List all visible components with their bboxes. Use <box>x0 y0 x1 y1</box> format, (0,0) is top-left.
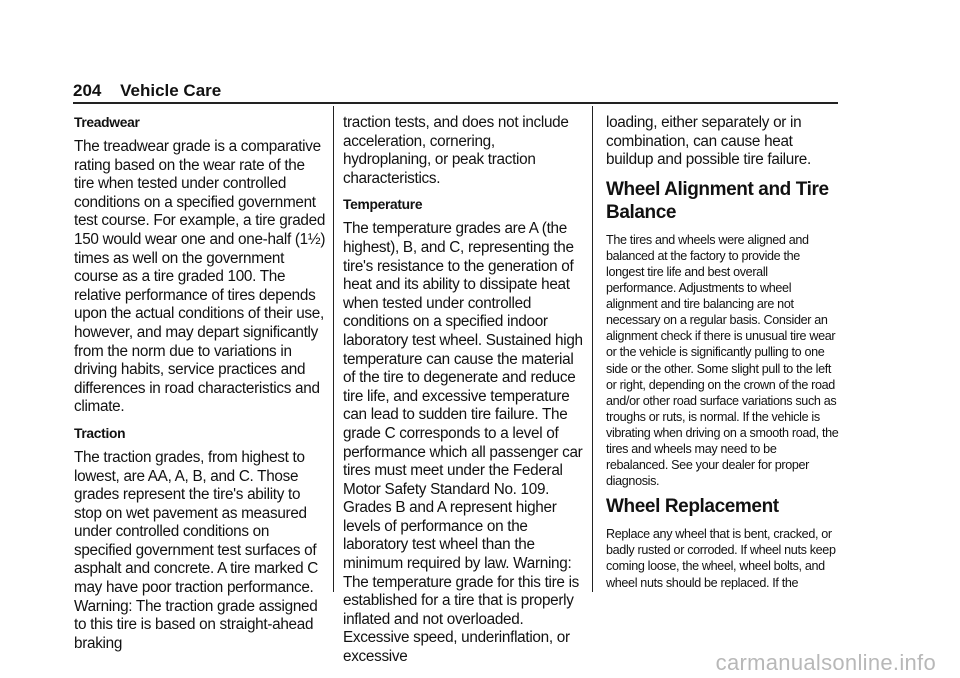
temperature-heading: Temperature <box>343 197 423 213</box>
column-3 <box>606 114 840 597</box>
treadwear-heading: Treadwear <box>74 115 140 130</box>
column-divider-2 <box>592 106 593 592</box>
header-rule <box>73 102 838 104</box>
section-title: Vehicle Care <box>120 81 222 100</box>
column-2 <box>343 114 583 675</box>
traction-heading: Traction <box>74 425 126 441</box>
traction-continued-paragraph: traction tests, and does not include acceleration, cornering, hydroplaning, or peak traction characteristics. <box>343 114 569 187</box>
treadwear-paragraph: The treadwear grade is a comparative rating based on the wear rate of the tire when tested under controlled conditions on a specified government test course. For example, a tire graded 150 would wear one and one-half (1½) times as well on the government course as a tire graded 100. The relative performance of tires depends upon the actual conditions of their use, however, and may depart significantly from the norm due to variations in driving habits, service practices and differences in road characteristics and climate. <box>74 138 326 416</box>
temperature-paragraph: The temperature grades are A (the highest), B, and C, representing the tire's resistance to the generation of heat and its ability to dissipate heat when tested under controlled conditions on a specified indoor laboratory test wheel. Sustained high temperature can cause the material of the tire to degenerate and reduce tire life, and excessive temperature can lead to sudden tire failure. The grade C corresponds to a level of performance which all passenger car tires must meet under the Federal Motor Safety Standard No. 109. Grades B and A represent higher levels of performance on the laboratory test wheel than the minimum required by law. Warning: The temperature grade for this tire is established for a tire that is properly inflated and not overloaded. Excessive speed, underinflation, or excessive <box>343 220 583 666</box>
wheel-replacement-paragraph: Replace any wheel that is bent, cracked, or badly rusted or corroded. If wheel nuts keep coming loose, the wheel, wheel bolts, and wheel nuts should be replaced. If the <box>606 527 836 590</box>
column-1 <box>74 114 326 661</box>
wheel-alignment-heading: Wheel Alignment and Tire Balance <box>606 178 829 223</box>
wheel-alignment-paragraph: The tires and wheels were aligned and balanced at the factory to provide the longest tire life and best overall performance. Adjustments to wheel alignment and tire balancing are not necessary on a regular basis. Consider an alignment check if there is unusual tire wear or the vehicle is significantly pulling to one side or the other. Some slight pull to the left or right, depending on the crown of the road and/or other road surface variations such as troughs or ruts, is normal. If the vehicle is vibrating when driving on a smooth road, the tires and wheels may need to be rebalanced. See your dealer for proper diagnosis. <box>606 232 839 489</box>
traction-paragraph: The traction grades, from highest to lowest, are AA, A, B, and C. Those grades represent the tire's ability to stop on wet pavement as measured under controlled conditions on specified government test surfaces of asphalt and concrete. A tire marked C may have poor traction performance. Warning: The traction grade assigned to this tire is based on straight-ahead braking <box>74 448 318 652</box>
column-divider-1 <box>333 106 334 592</box>
page-header <box>73 80 838 102</box>
wheel-replacement-heading: Wheel Replacement <box>606 496 779 518</box>
temperature-continued-paragraph: loading, either separately or in combination, can cause heat buildup and possible tire failure. <box>606 114 811 169</box>
page-number: 204 <box>73 81 102 100</box>
watermark-text: carmanualsonline.info <box>715 650 936 675</box>
